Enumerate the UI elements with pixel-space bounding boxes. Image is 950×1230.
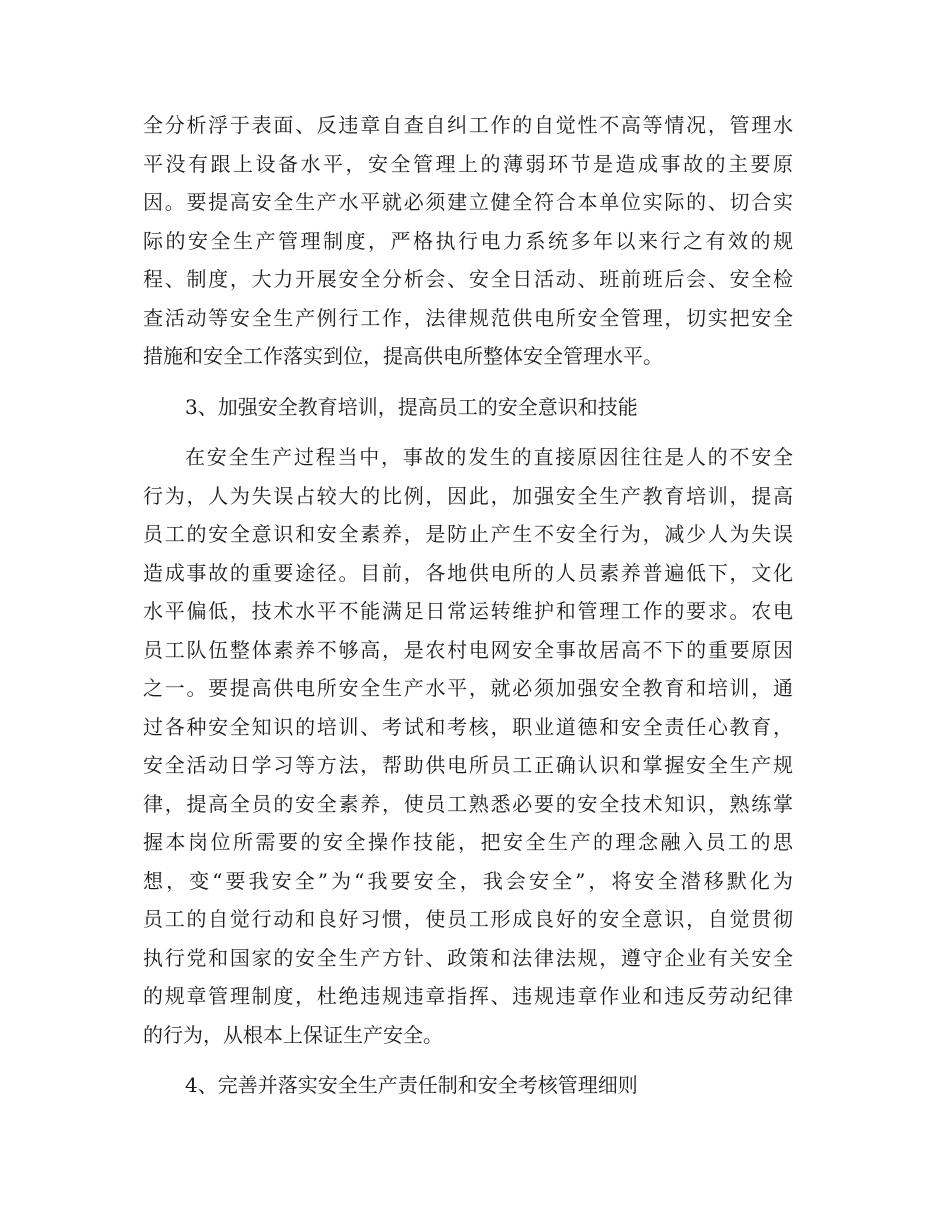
text-line: 执行党和国家的安全生产方针、政策和法律法规，遵守企业有关安全 [143, 945, 793, 970]
text-line: 因。要提高安全生产水平就必须建立健全符合本单位实际的、切合实 [143, 190, 793, 214]
document-body [143, 106, 793, 1105]
text-line: 员工的安全意识和安全素养，是防止产生不安全行为，减少人为失误 [143, 522, 793, 546]
text-line: 措施和安全工作落实到位，提高供电所整体安全管理水平。 [143, 344, 663, 368]
text-line: 造成事故的重要途径。目前，各地供电所的人员素养普遍低下，文化 [143, 560, 793, 585]
text-line: 的规章管理制度，杜绝违规违章指挥、违规违章作业和违反劳动纪律 [143, 984, 793, 1008]
text-line: 平没有跟上设备水平，安全管理上的薄弱环节是造成事故的主要原 [143, 151, 793, 176]
text-line: 程、制度，大力开展安全分析会、安全日活动、班前班后会、安全检 [143, 267, 793, 291]
section-heading-4 [143, 1066, 793, 1105]
text-line: 在安全生产过程当中，事故的发生的直接原因往往是人的不安全 [185, 445, 793, 469]
text-line: 水平偏低，技术水平不能满足日常运转维护和管理工作的要求。农电 [143, 599, 793, 623]
text-line: 之一。要提高供电所安全生产水平，就必须加强安全教育和培训，通 [143, 676, 793, 700]
text-line: 律，提高全员的安全素养，使员工熟悉必要的安全技术知识，熟练掌 [143, 791, 793, 816]
section-heading-3 [143, 388, 793, 427]
text-line: 全分析浮于表面、反违章自查自纠工作的自觉性不高等情况，管理水 [143, 113, 793, 137]
text-line: 员工队伍整体素养不够高，是农村电网安全事故居高不下的重要原因 [143, 637, 793, 662]
text-line: 员工的自觉行动和良好习惯，使员工形成良好的安全意识，自觉贯彻 [143, 907, 793, 931]
text-line: 的行为，从根本上保证生产安全。 [143, 1022, 443, 1047]
heading-line: 3、加强安全教育培训，提高员工的安全意识和技能 [185, 394, 638, 419]
text-line: 查活动等安全生产例行工作，法律规范供电所安全管理，切实把安全 [143, 305, 793, 330]
text-line: 握本岗位所需要的安全操作技能，把安全生产的理念融入员工的思 [143, 830, 793, 854]
paragraph-safety-training [143, 438, 793, 1054]
text-line: 际的安全生产管理制度，严格执行电力系统多年以来行之有效的规 [143, 228, 793, 253]
text-line: 想，变“要我安全”为“我要安全，我会安全”，将安全潜移默化为 [143, 868, 793, 893]
text-line: 过各种安全知识的培训、考试和考核，职业道德和安全责任心教育， [143, 714, 793, 739]
heading-line: 4、完善并落实安全生产责任制和安全考核管理细则 [185, 1073, 638, 1097]
text-line: 安全活动日学习等方法，帮助供电所员工正确认识和掌握安全生产规 [143, 753, 793, 777]
text-line: 行为，人为失误占较大的比例，因此，加强安全生产教育培训，提高 [143, 483, 793, 508]
paragraph-continued [143, 106, 793, 376]
